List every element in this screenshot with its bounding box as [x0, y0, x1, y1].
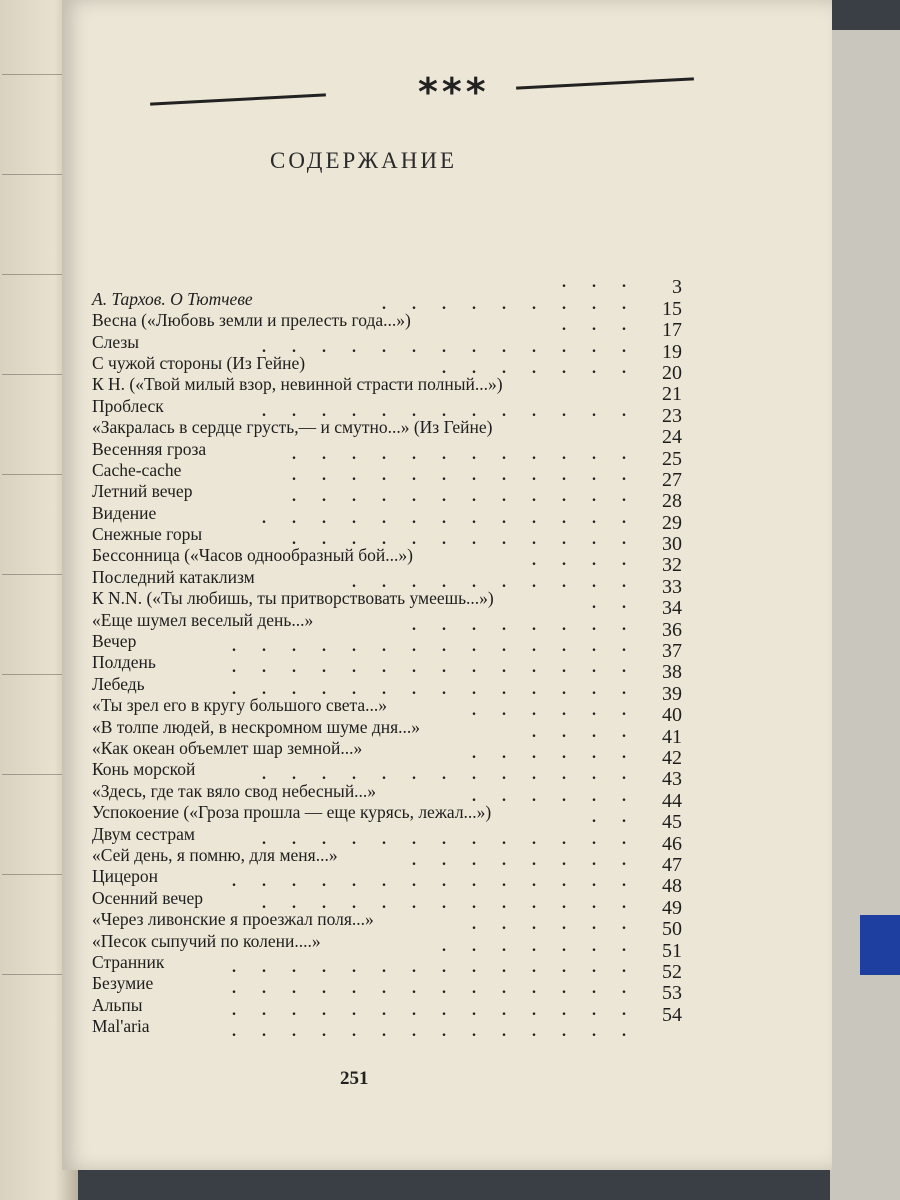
- toc-page-number: 45: [662, 811, 682, 834]
- toc-row: [92, 951, 682, 983]
- toc-leader-dots: . . . .: [532, 552, 637, 570]
- toc-entry-title: Проблеск: [92, 395, 164, 416]
- toc-page-number: 41: [662, 725, 682, 748]
- toc-leader-dots: . . .: [562, 274, 637, 292]
- table-of-contents: [92, 266, 692, 1041]
- toc-row: [92, 287, 682, 320]
- toc-entry-title: Летний вечер: [92, 481, 193, 502]
- toc-page-number: 44: [662, 789, 682, 812]
- toc-page-number: 46: [662, 832, 682, 855]
- toc-page-number: 48: [662, 875, 682, 898]
- toc-leader-dots: . . . . . . . . . . . .: [292, 488, 637, 506]
- toc-entry-title: Конь морской: [92, 759, 196, 780]
- toc-page-number: 42: [662, 746, 682, 769]
- asterism: ***: [418, 70, 490, 114]
- rule-line-left: [150, 93, 326, 105]
- toc-row: [92, 565, 682, 598]
- toc-entry-title: «Ты зрел его в кругу большого света...»: [92, 695, 388, 716]
- toc-page-number: 49: [662, 896, 682, 919]
- toc-leader-dots: . . . . . . . . . . . . .: [262, 766, 637, 784]
- toc-leader-dots: . . .: [562, 317, 637, 335]
- toc-leader-dots: . . . . . . . . . . . . . .: [232, 1023, 637, 1041]
- toc-page-number: 52: [662, 960, 682, 983]
- toc-page-number: 24: [662, 426, 682, 449]
- toc-entry-title: «Здесь, где так вяло свод небесный...»: [92, 780, 377, 801]
- toc-leader-dots: . . . . . . . . . . . . . .: [232, 1001, 637, 1019]
- toc-row: [92, 352, 682, 384]
- toc-page-number: 20: [662, 361, 682, 384]
- toc-row: [92, 608, 682, 641]
- toc-entry-title: «В толпе людей, в нескромном шуме дня...»: [92, 716, 421, 737]
- toc-leader-dots: . .: [592, 595, 637, 613]
- toc-leader-dots: . . . . . .: [472, 744, 637, 762]
- toc-leader-dots: . . . . . .: [472, 916, 637, 934]
- toc-leader-dots: . . . . . . .: [442, 359, 637, 377]
- toc-leader-dots: . . . . . . . . . . . . .: [262, 338, 637, 356]
- toc-entry-title: Mal'aria: [92, 1016, 150, 1037]
- toc-row: [92, 844, 682, 876]
- toc-entry-title: К N.N. («Ты любишь, ты притворствовать умеешь...»): [92, 588, 494, 609]
- toc-entry-title: Вечер: [92, 631, 137, 652]
- toc-row: [92, 501, 682, 534]
- toc-entry-title: «Закралась в сердце грусть,— и смутно...» (Из Гейне): [92, 417, 493, 438]
- toc-entry-title: Cache-cache: [92, 459, 182, 480]
- toc-page-number: 38: [662, 661, 682, 684]
- background-object: [860, 915, 900, 975]
- toc-leader-dots: . . . . . . . . . . . . . .: [232, 958, 637, 976]
- toc-entry-title: Весна («Любовь земли и прелесть года...»): [92, 310, 411, 331]
- toc-leader-dots: . . . . . . . . . . . . .: [262, 894, 637, 912]
- toc-page-number: 34: [662, 597, 682, 620]
- toc-page-number: 32: [662, 554, 682, 577]
- toc-leader-dots: . . . . . . . .: [412, 616, 637, 634]
- toc-page-number: 43: [662, 768, 682, 791]
- toc-entry-title: Последний катаклизм: [92, 566, 255, 587]
- toc-leader-dots: . . . . . . . . . . . . . .: [232, 659, 637, 677]
- toc-leader-dots: . . . . . . . . . . . . . .: [232, 980, 637, 998]
- toc-page-number: 3: [672, 276, 682, 299]
- toc-entry-title: Двум сестрам: [92, 823, 195, 844]
- toc-page-number: 53: [662, 982, 682, 1005]
- rule-line-right: [516, 77, 694, 89]
- toc-leader-dots: . . . . . . . . .: [382, 295, 637, 313]
- toc-leader-dots: . . . . . . .: [442, 937, 637, 955]
- toc-row: [92, 886, 682, 919]
- toc-entry-title: Видение: [92, 502, 157, 523]
- toc-leader-dots: . . . . . . . . . . . .: [292, 445, 637, 463]
- toc-entry-title: «Через ливонские я проезжал поля...»: [92, 909, 374, 930]
- toc-page-number: 51: [662, 939, 682, 962]
- toc-page-number: 47: [662, 853, 682, 876]
- toc-leader-dots: . . . . . . . . . . . . .: [262, 402, 637, 420]
- page-title: СОДЕРЖАНИЕ: [270, 148, 458, 173]
- toc-page-number: 40: [662, 704, 682, 727]
- toc-leader-dots: . . . . . . . . . . . .: [292, 531, 637, 549]
- toc-page-number: 29: [662, 511, 682, 534]
- toc-page-number: 19: [662, 340, 682, 363]
- toc-row: [92, 993, 682, 1026]
- toc-entry-title: «Сей день, я помню, для меня...»: [92, 844, 338, 865]
- toc-leader-dots: . . . . . . . . . .: [352, 573, 637, 591]
- toc-entry-title: Странник: [92, 951, 165, 972]
- toc-page-number: 23: [662, 404, 682, 427]
- toc-page-number: 50: [662, 918, 682, 941]
- toc-leader-dots: . . . . . . . . . . . . . .: [232, 873, 637, 891]
- toc-entry-title: С чужой стороны (Из Гейне): [92, 352, 306, 373]
- toc-entry-title: Снежные горы: [92, 524, 203, 545]
- toc-entry-title: Полдень: [92, 652, 156, 673]
- toc-row: [92, 779, 682, 812]
- toc-page-number: 39: [662, 682, 682, 705]
- toc-entry-title: Весенняя гроза: [92, 438, 207, 459]
- toc-entry-title: Цицерон: [92, 866, 159, 887]
- toc-leader-dots: . . . . . . . . . . . . . .: [232, 680, 637, 698]
- toc-leader-dots: . . . .: [532, 723, 637, 741]
- toc-entry-title: Альпы: [92, 994, 143, 1015]
- page-number: 251: [340, 1068, 369, 1089]
- toc-page-number: 21: [662, 383, 682, 406]
- toc-entry-title: Слезы: [92, 331, 140, 352]
- toc-page-number: 33: [662, 575, 682, 598]
- toc-leader-dots: . . . . . . . . . . . . .: [262, 830, 637, 848]
- toc-entry-title: Бессонница («Часов однообразный бой...»): [92, 545, 413, 566]
- toc-leader-dots: . . . . . .: [472, 702, 637, 720]
- toc-leader-dots: . . . . . .: [472, 787, 637, 805]
- toc-page-number: 37: [662, 640, 682, 663]
- toc-row: [92, 459, 682, 491]
- toc-entry-title: «Песок сыпучий по колени....»: [92, 930, 321, 951]
- toc-entry-title: Безумие: [92, 973, 154, 994]
- toc-page-number: 36: [662, 618, 682, 641]
- toc-leader-dots: . . . . . . . .: [412, 851, 637, 869]
- book-cover: [830, 30, 900, 1200]
- toc-page-number: 15: [662, 297, 682, 320]
- toc-page-number: 30: [662, 533, 682, 556]
- toc-row: [92, 394, 682, 427]
- toc-entry-title: Успокоение («Гроза прошла — еще курясь, лежал...»): [92, 802, 492, 823]
- toc-row: [92, 737, 682, 769]
- toc-page-number: 17: [662, 319, 682, 342]
- toc-leader-dots: . .: [592, 809, 637, 827]
- toc-leader-dots: . . . . . . . . . . . .: [292, 466, 637, 484]
- toc-page-number: 54: [662, 1003, 682, 1026]
- toc-page-number: 25: [662, 447, 682, 470]
- toc-entry-title: Лебедь: [92, 673, 145, 694]
- toc-row: [92, 1015, 682, 1041]
- toc-entry-title: К Н. («Твой милый взор, невинной страсти полный...»): [92, 374, 503, 395]
- toc-page-number: 27: [662, 468, 682, 491]
- toc-row: [92, 672, 682, 705]
- toc-page-number: 28: [662, 490, 682, 513]
- toc-entry-title: А. Тархов. О Тютчеве: [92, 288, 253, 309]
- toc-leader-dots: . . . . . . . . . . . . . .: [232, 638, 637, 656]
- ornament-rule: [150, 70, 750, 114]
- toc-entry-title: Осенний вечер: [92, 887, 204, 908]
- book-page: [62, 0, 832, 1170]
- toc-entry-title: «Еще шумел веселый день...»: [92, 609, 314, 630]
- toc-leader-dots: . . . . . . . . . . . . .: [262, 509, 637, 527]
- toc-entry-title: «Как океан объемлет шар земной...»: [92, 737, 363, 758]
